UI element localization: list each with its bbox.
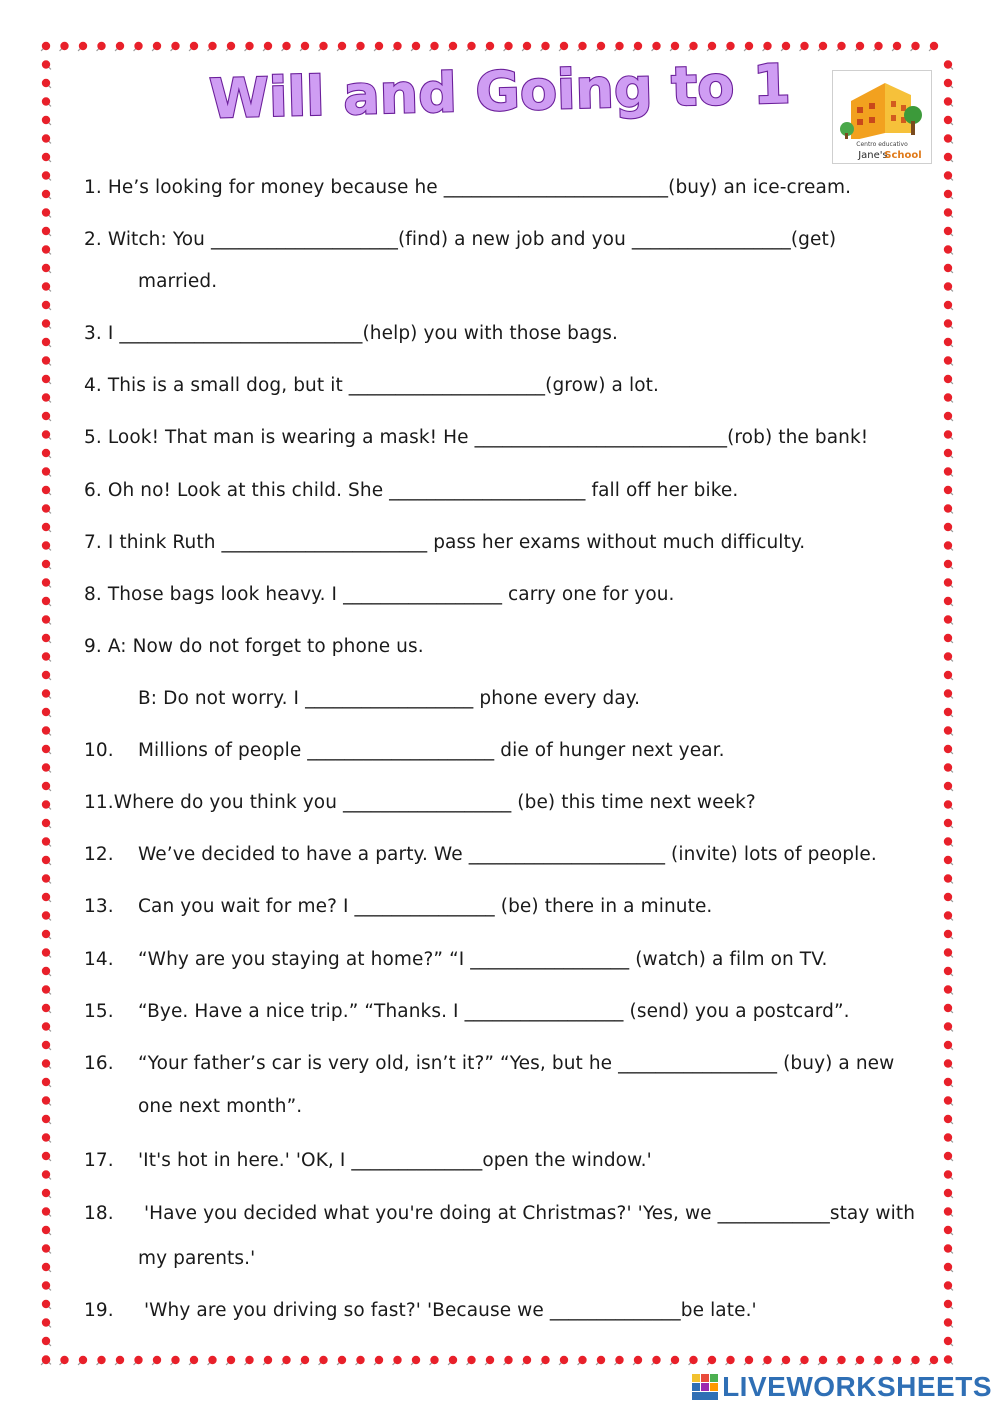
question-2: 2. Witch: You ____________________(find) a new job and you _________________(get) [84, 229, 837, 250]
question-text: “Why are you staying at home?” “I _________________ (watch) a film on TV. [138, 949, 828, 970]
question-6: 6. Oh no! Look at this child. She _____________________ fall off her bike. [84, 480, 739, 501]
question-number: 19. [84, 1300, 114, 1321]
question-3: 3. I __________________________(help) you with those bags. [84, 323, 619, 344]
question-9: 9. A: Now do not forget to phone us. [84, 636, 424, 657]
question-8: 8. Those bags look heavy. I _________________ carry one for you. [84, 584, 675, 605]
question-4: 4. This is a small dog, but it _____________________(grow) a lot. [84, 375, 659, 396]
question-number: 14. [84, 949, 114, 970]
question-text: Millions of people ____________________ die of hunger next year. [138, 740, 725, 761]
question-text: 'Why are you driving so fast?' 'Because we ______________be late.' [138, 1300, 757, 1321]
question-11: 11.Where do you think you __________________ (be) this time next week? [84, 792, 756, 813]
question-17 [84, 1149, 652, 1173]
question-text: 'Have you decided what you're doing at Christmas?' 'Yes, we ____________stay with [138, 1203, 916, 1224]
question-number: 13. [84, 896, 114, 917]
question-number: 16. [84, 1053, 114, 1074]
liveworksheets-brand[interactable] [692, 1367, 992, 1407]
title-text: Will and Going to 1 [208, 52, 792, 131]
logo-name: Jane's [858, 150, 888, 161]
question-text: “Your father’s car is very old, isn’t it?” “Yes, but he _________________ (buy) a new [138, 1053, 895, 1074]
question-16 [84, 1052, 894, 1076]
question-12 [84, 843, 877, 867]
question-9-continuation: B: Do not worry. I __________________ phone every day. [138, 688, 641, 709]
question-number: 10. [84, 740, 114, 761]
logo-caption-small: Centro educativo [856, 141, 908, 148]
liveworksheets-text: LIVEWORKSHEETS [722, 1371, 992, 1402]
question-19 [84, 1299, 757, 1323]
question-18 [84, 1202, 915, 1226]
question-number: 15. [84, 1001, 114, 1022]
question-13 [84, 895, 712, 919]
question-text: We’ve decided to have a party. We _____________________ (invite) lots of people. [138, 844, 877, 865]
question-14 [84, 948, 828, 972]
question-5: 5. Look! That man is wearing a mask! He ___________________________(rob) the bank! [84, 427, 869, 448]
liveworksheets-logo-icon [692, 1372, 718, 1402]
logo-school: School [884, 150, 922, 161]
question-number: 17. [84, 1150, 114, 1171]
question-number: 18. [84, 1203, 114, 1224]
question-text: 'It's hot in here.' 'OK, I ______________open the window.' [138, 1150, 652, 1171]
question-text: “Bye. Have a nice trip.” “Thanks. I _________________ (send) you a postcard”. [138, 1001, 850, 1022]
question-1: 1. He’s looking for money because he ________________________(buy) an ice-cream. [84, 177, 852, 198]
question-7: 7. I think Ruth ______________________ pass her exams without much difficulty. [84, 532, 806, 553]
question-10 [84, 739, 725, 763]
question-18-continuation: my parents.' [138, 1248, 256, 1269]
question-15 [84, 1000, 850, 1024]
question-number: 12. [84, 844, 114, 865]
question-16-continuation: one next month”. [138, 1096, 303, 1117]
question-2-continuation: married. [138, 271, 218, 292]
question-text: Can you wait for me? I _______________ (be) there in a minute. [138, 896, 713, 917]
